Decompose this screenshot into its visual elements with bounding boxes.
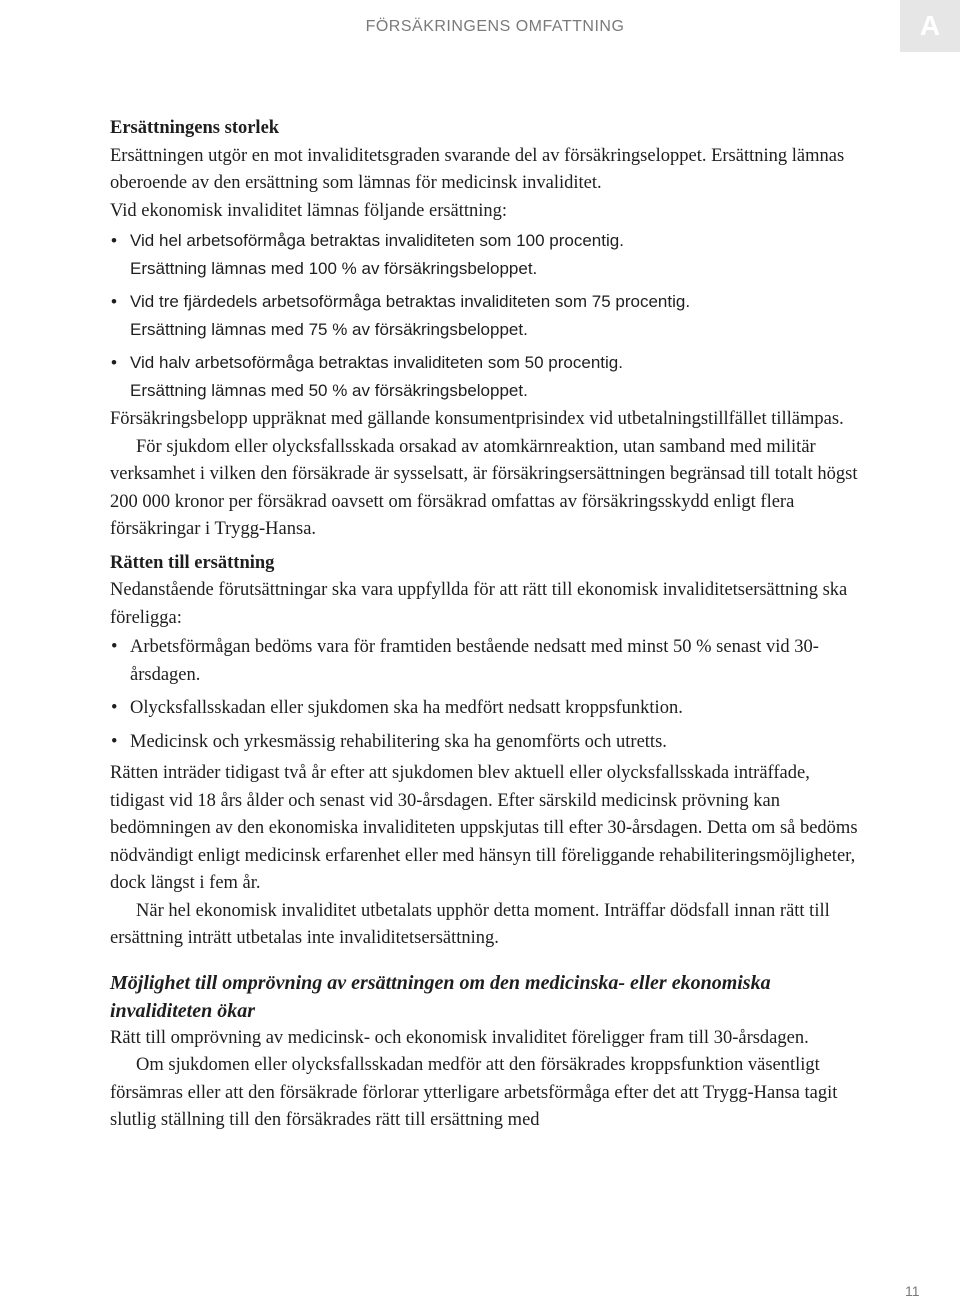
list-item bbox=[110, 695, 865, 723]
list-item bbox=[110, 634, 865, 689]
paragraph-storlek-intro: Ersättningen utgör en mot invaliditetsgraden svarande del av försäkringseloppet. Ersättning lämnas oberoende av den ersättning som lämnas för medicinsk invaliditet. bbox=[110, 145, 845, 193]
running-header-title: FÖRSÄKRINGENS OMFATTNING bbox=[365, 18, 625, 35]
list-item-line: Vid tre fjärdedels arbetsoförmåga betraktas invaliditeten som 75 procentig. bbox=[130, 292, 691, 311]
bullet-icon: • bbox=[111, 698, 118, 718]
bullet-list-forutsattningar bbox=[110, 634, 865, 756]
bullet-icon: • bbox=[111, 231, 117, 250]
list-item-text: Arbetsförmågan bedöms vara för framtiden bestående nedsatt med minst 50 % senast vid 30-årsdagen. bbox=[130, 637, 819, 685]
list-item-line: Ersättning lämnas med 50 % av försäkringsbeloppet. bbox=[130, 380, 528, 400]
list-item bbox=[110, 288, 865, 343]
heading-ratten-till-ersattning: Rätten till ersättning bbox=[110, 552, 275, 573]
bullet-icon: • bbox=[111, 637, 118, 657]
bullet-icon: • bbox=[111, 292, 117, 311]
list-item-line: Ersättning lämnas med 75 % av försäkringsbeloppet. bbox=[130, 319, 528, 339]
bullet-list-ersattning bbox=[110, 227, 865, 404]
paragraph-ratten-intro: Nedanstående förutsättningar ska vara uppfyllda för att rätt till ekonomisk invaliditetsersättning ska föreligga: bbox=[110, 580, 848, 628]
list-item-text: Medicinsk och yrkesmässig rehabilitering ska ha genomförts och utretts. bbox=[130, 731, 667, 752]
paragraph-omprovning-1: Rätt till omprövning av medicinsk- och ekonomisk invaliditet föreligger fram till 30-årsdagen. bbox=[110, 1027, 809, 1048]
paragraph-omprovning-2: Om sjukdomen eller olycksfallsskadan medför att den försäkrades kroppsfunktion väsentligt försämras eller att den försäkrade förlorar ytterligare arbetsförmåga efter det att Trygg-Hansa tagit slutlig ställning till den försäkrades rätt till ersättning med bbox=[110, 1055, 838, 1130]
heading-omprovning: Möjlighet till omprövning av ersättningen om den medicinska- eller ekonomiska invaliditeten ökar bbox=[110, 971, 771, 1022]
list-item-line: Vid halv arbetsoförmåga betraktas invaliditeten som 50 procentig. bbox=[130, 353, 623, 372]
heading-ersattningens-storlek: Ersättningens storlek bbox=[110, 118, 280, 138]
paragraph-storlek-lead: Vid ekonomisk invaliditet lämnas följande ersättning: bbox=[110, 200, 508, 221]
list-item bbox=[110, 729, 865, 757]
page-number: 11 bbox=[905, 1283, 920, 1299]
section-tab: A bbox=[900, 0, 960, 52]
list-item bbox=[110, 227, 865, 282]
paragraph-atomkarnreaktion: För sjukdom eller olycksfallsskada orsakad av atomkärnreaktion, utan samband med militär verksamhet i vilken den försäkrade är sysselsatt, är försäkringsersättningen begränsad till totalt högst 200 000 kronor per försäkrad oavsett om försäkrad omfattas av försäkringsskydd enligt flera försäkringar i Trygg-Hansa. bbox=[110, 436, 858, 539]
bullet-icon: • bbox=[111, 731, 118, 752]
paragraph-intrader: Rätten inträder tidigast två år efter att sjukdomen blev aktuell eller olycksfallsskada inträffade, tidigast vid 18 års ålder och senast vid 30-årsdagen. Efter särskild medicinsk prövning kan bedömningen av den ekonomiska invaliditeten uppskjutas till efter 30-årsdagen. Detta om så bedöms nödvändigt enligt medicinsk erfarenhet eller med hänsyn till föreliggande rehabiliteringsmöjligheter, dock längst i fem år. bbox=[110, 763, 858, 893]
list-item bbox=[110, 349, 865, 404]
list-item-text: Olycksfallsskadan eller sjukdomen ska ha medfört nedsatt kroppsfunktion. bbox=[130, 698, 683, 718]
list-item-line: Vid hel arbetsoförmåga betraktas invaliditeten som 100 procentig. bbox=[130, 231, 624, 250]
page-content bbox=[110, 115, 865, 1135]
bullet-icon: • bbox=[111, 353, 117, 372]
paragraph-index: Försäkringsbelopp uppräknat med gällande konsumentprisindex vid utbetalningstillfället tillämpas. bbox=[110, 409, 844, 429]
list-item-line: Ersättning lämnas med 100 % av försäkringsbeloppet. bbox=[130, 258, 538, 278]
paragraph-dodsfall: När hel ekonomisk invaliditet utbetalats upphör detta moment. Inträffar dödsfall innan rätt till ersättning inträtt utbetalas inte invaliditetsersättning. bbox=[110, 900, 830, 948]
